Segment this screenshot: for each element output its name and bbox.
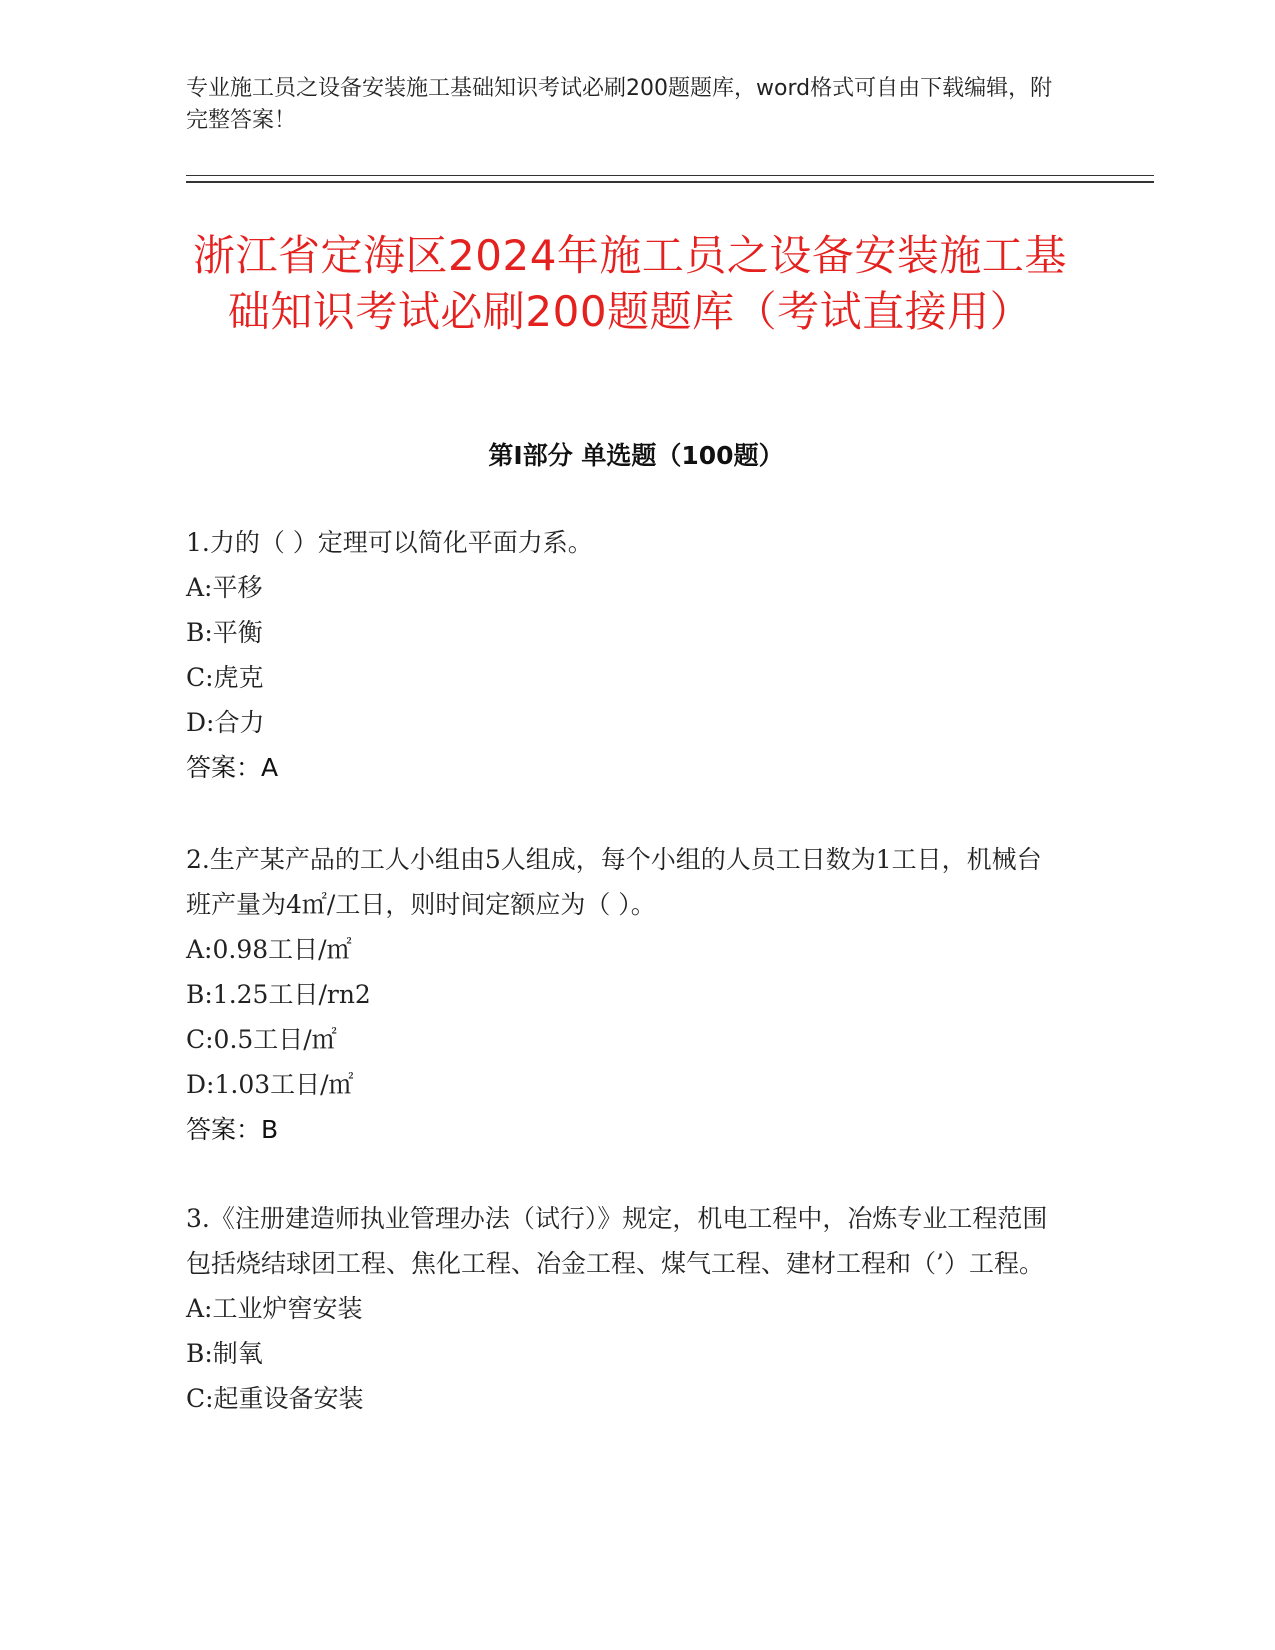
option-c: C:虎克: [186, 663, 264, 692]
option-b: B:平衡: [186, 618, 263, 647]
question-2: [186, 837, 1066, 1152]
question-stem: 3.《注册建造师执业管理办法（试行）》规定，机电工程中，冶炼专业工程范围包括烧结球团工程、焦化工程、冶金工程、煤气工程、建材工程和（’）工程。: [186, 1204, 1048, 1278]
option-d: D:1.03工日/㎡: [186, 1070, 354, 1099]
answer: 答案：A: [186, 753, 279, 782]
option-a: A:工业炉窖安装: [186, 1294, 363, 1323]
option-b: B:1.25工日/rn2: [186, 980, 371, 1009]
header-note: 专业施工员之设备安装施工基础知识考试必刷200题题库，word格式可自由下载编辑，附完整答案！: [186, 76, 1053, 133]
header-divider-thick: [186, 181, 1154, 183]
option-b: B:制氧: [186, 1339, 263, 1368]
option-d: D:合力: [186, 708, 265, 737]
header-divider-thin: [186, 175, 1154, 176]
document-title: 浙江省定海区2024年施工员之设备安装施工基础知识考试必刷200题题库（考试直接用）: [193, 231, 1067, 336]
option-c: C:0.5工日/㎡: [186, 1025, 337, 1054]
question-stem: 1.力的（ ）定理可以简化平面力系。: [186, 528, 593, 557]
option-c: C:起重设备安装: [186, 1384, 364, 1413]
option-a: A:平移: [186, 573, 263, 602]
section-title: 第I部分 单选题（100题）: [488, 441, 784, 470]
question-3: [186, 1196, 1066, 1421]
question-1: [186, 520, 1066, 790]
answer: 答案：B: [186, 1115, 279, 1144]
option-a: A:0.98工日/㎡: [186, 935, 352, 964]
question-stem: 2.生产某产品的工人小组由5人组成，每个小组的人员工日数为1工日，机械台班产量为4㎡/工日，则时间定额应为（ ）。: [186, 845, 1042, 919]
